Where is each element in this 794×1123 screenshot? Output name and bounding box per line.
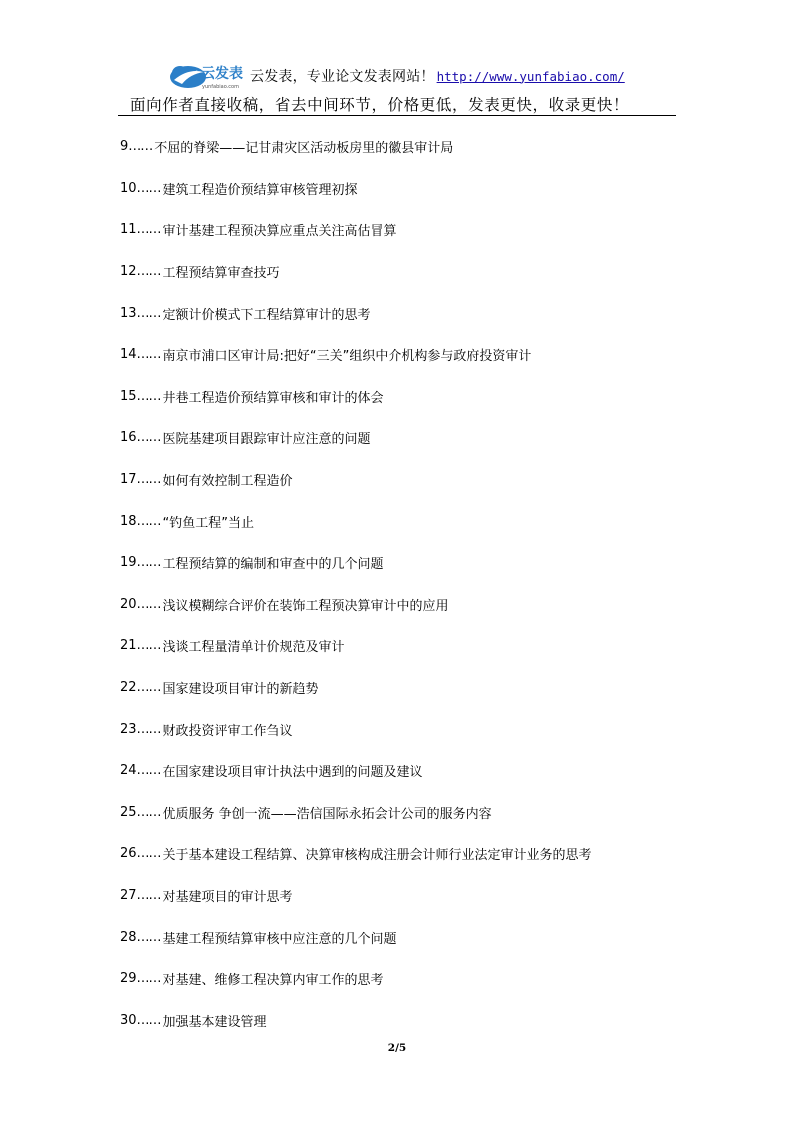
toc-leader-dots: …… (136, 513, 161, 529)
toc-item-number: 30 (120, 1012, 137, 1028)
toc-item-title: 国家建设项目审计的新趋势 (162, 682, 319, 698)
toc-item[interactable] (120, 168, 720, 210)
toc-leader-dots: …… (136, 887, 161, 903)
toc-item[interactable] (120, 999, 720, 1041)
slogan: 云发表，专业论文发表网站！ (250, 69, 435, 85)
header-line1 (170, 66, 625, 86)
toc-item-number: 13 (120, 305, 137, 321)
toc-item-title: 南京市浦口区审计局:把好“三关”组织中介机构参与政府投资审计 (162, 349, 532, 365)
toc-leader-dots: …… (136, 596, 161, 612)
toc-item-title: 工程预结算审查技巧 (162, 266, 280, 282)
toc-item-title: 优质服务 争创一流——浩信国际永拓会计公司的服务内容 (162, 806, 492, 822)
toc-item-title: 如何有效控制工程造价 (162, 474, 293, 490)
toc-item-title: 浅谈工程量清单计价规范及审计 (162, 640, 345, 656)
toc-item-number: 21 (120, 638, 137, 654)
site-url-link[interactable]: http://www.yunfabiao.com/ (436, 68, 625, 84)
toc-leader-dots: …… (128, 139, 153, 155)
toc-item[interactable] (120, 667, 720, 709)
toc-item-number: 12 (120, 264, 137, 280)
toc-item[interactable] (120, 833, 720, 875)
toc-item[interactable] (120, 708, 720, 750)
toc-item-number: 16 (120, 430, 137, 446)
toc-item-number: 9 (120, 139, 129, 155)
toc-item-title: 在国家建设项目审计执法中遇到的问题及建议 (162, 765, 423, 781)
toc-item-number: 17 (120, 472, 137, 488)
toc-item[interactable] (120, 417, 720, 459)
toc-item-title: 对基建项目的审计思考 (162, 889, 293, 905)
toc-leader-dots: …… (136, 180, 161, 196)
toc-leader-dots: …… (136, 388, 161, 404)
toc-item-title: 井巷工程造价预结算审核和审计的体会 (162, 390, 384, 406)
toc-leader-dots: …… (136, 846, 161, 862)
toc-leader-dots: …… (136, 264, 161, 280)
toc-item-number: 28 (120, 929, 137, 945)
toc-item-number: 11 (120, 222, 137, 238)
toc-item-title: 加强基本建设管理 (162, 1014, 267, 1030)
toc-item-number: 15 (120, 388, 137, 404)
toc-leader-dots: …… (136, 305, 161, 321)
toc-item-number: 14 (120, 347, 137, 363)
toc-item-title: “钓鱼工程”当止 (162, 515, 255, 531)
toc-item-number: 27 (120, 887, 137, 903)
toc-item-title: 不屈的脊梁——记甘肃灾区活动板房里的徽县审计局 (154, 141, 454, 157)
toc-item[interactable] (120, 376, 720, 418)
toc-leader-dots: …… (136, 638, 161, 654)
toc-item-number: 24 (120, 763, 137, 779)
toc-item-number: 22 (120, 680, 137, 696)
toc-item[interactable] (120, 916, 720, 958)
toc-item[interactable] (120, 625, 720, 667)
toc-leader-dots: …… (136, 555, 161, 571)
toc-item-title: 定额计价模式下工程结算审计的思考 (162, 307, 371, 323)
toc-leader-dots: …… (136, 222, 161, 238)
toc-leader-dots: …… (136, 472, 161, 488)
table-of-contents (120, 126, 720, 1041)
logo-subtext: yunfabiao.com (202, 84, 239, 90)
page-number: 2/5 (387, 1042, 407, 1054)
toc-item-number: 10 (120, 180, 137, 196)
toc-item[interactable] (120, 750, 720, 792)
toc-item[interactable] (120, 459, 720, 501)
toc-item-number: 25 (120, 804, 137, 820)
toc-item[interactable] (120, 875, 720, 917)
toc-item-title: 审计基建工程预决算应重点关注高估冒算 (162, 224, 397, 240)
toc-item[interactable] (120, 792, 720, 834)
toc-item[interactable] (120, 542, 720, 584)
toc-item-title: 基建工程预结算审核中应注意的几个问题 (162, 931, 397, 947)
toc-item[interactable] (120, 292, 720, 334)
toc-item-number: 20 (120, 596, 137, 612)
page-header (118, 60, 676, 116)
toc-item-title: 财政投资评审工作刍议 (162, 723, 293, 739)
toc-leader-dots: …… (136, 430, 161, 446)
toc-leader-dots: …… (136, 929, 161, 945)
toc-item[interactable] (120, 209, 720, 251)
toc-item-number: 23 (120, 721, 137, 737)
toc-item-title: 对基建、维修工程决算内审工作的思考 (162, 973, 384, 989)
toc-item-title: 工程预结算的编制和审查中的几个问题 (162, 557, 384, 573)
toc-item-title: 浅议模糊综合评价在装饰工程预决算审计中的应用 (162, 598, 449, 614)
toc-leader-dots: …… (136, 1012, 161, 1028)
toc-leader-dots: …… (136, 763, 161, 779)
toc-item[interactable] (120, 251, 720, 293)
toc-item[interactable] (120, 126, 720, 168)
toc-item[interactable] (120, 334, 720, 376)
toc-item-title: 建筑工程造价预结算审核管理初探 (162, 182, 358, 198)
logo-text: 云发表 (201, 66, 243, 82)
toc-leader-dots: …… (136, 804, 161, 820)
toc-item-number: 18 (120, 513, 137, 529)
toc-item-number: 26 (120, 846, 137, 862)
tagline: 面向作者直接收稿，省去中间环节，价格更低，发表更快，收录更快！ (130, 96, 630, 114)
toc-leader-dots: …… (136, 721, 161, 737)
toc-leader-dots: …… (136, 971, 161, 987)
toc-leader-dots: …… (136, 680, 161, 696)
toc-item[interactable] (120, 584, 720, 626)
toc-item-number: 19 (120, 555, 137, 571)
toc-leader-dots: …… (136, 347, 161, 363)
toc-item-title: 关于基本建设工程结算、决算审核构成注册会计师行业法定审计业务的思考 (162, 848, 592, 864)
toc-item-number: 29 (120, 971, 137, 987)
toc-item[interactable] (120, 958, 720, 1000)
toc-item[interactable] (120, 500, 720, 542)
toc-item-title: 医院基建项目跟踪审计应注意的问题 (162, 432, 371, 448)
